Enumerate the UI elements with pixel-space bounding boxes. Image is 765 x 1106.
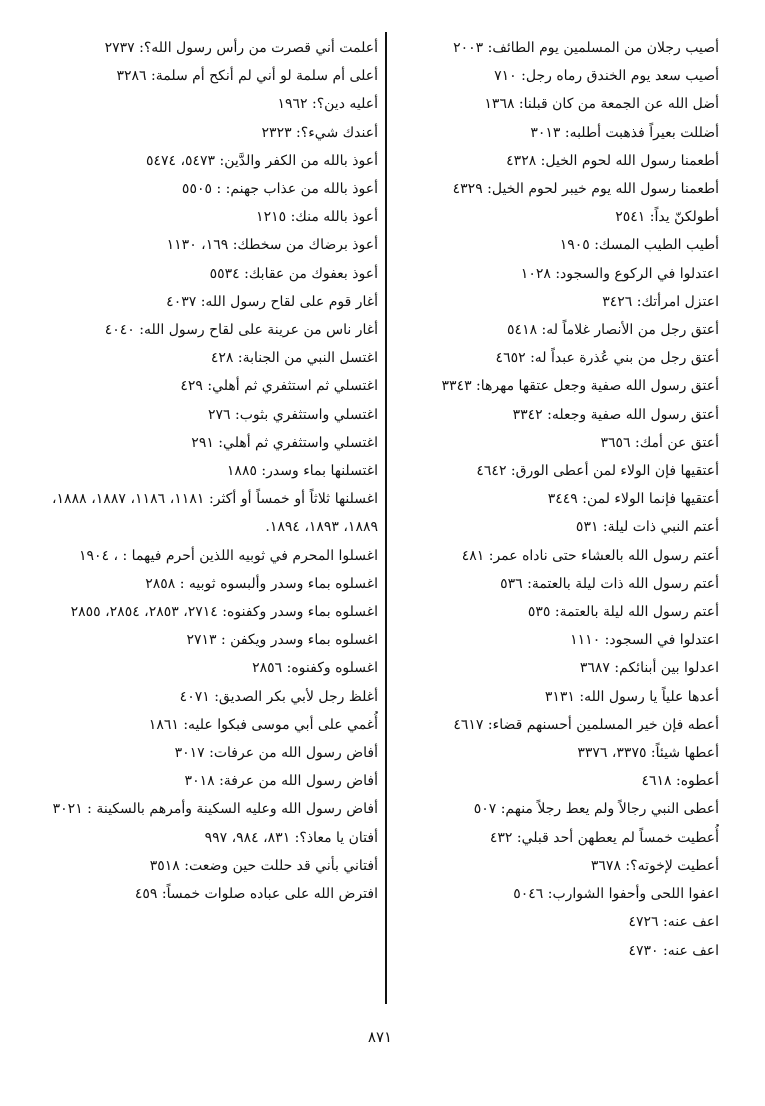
index-entry: أعتق رجل من بني عُذرة عبداً له: ٤٦٥٢ xyxy=(495,350,719,367)
index-entry: أغار ناس من عرينة على لقاح رسول الله: ٤٠٤٠ xyxy=(104,322,378,339)
index-entry: اغتسلي واستثفري بثوب: ٢٧٦ xyxy=(208,406,378,423)
index-entry: أضل الله عن الجمعة من كان قبلنا: ١٣٦٨ xyxy=(484,96,719,113)
index-entry: اغسلنها ثلاثاً أو خمساً أو أكثر: ١١٨١، ١١٨٦، ١٨٨٧، ١٨٨٨، ١٨٨٩، ١٨٩٣، ١٨٩٤. xyxy=(52,491,378,536)
index-entry: أغار قوم على لقاح رسول الله: ٤٠٣٧ xyxy=(166,293,378,310)
index-entry: أعليه دين؟: ١٩٦٢ xyxy=(277,96,378,113)
index-entry: أعطيت لإخوته؟: ٣٦٧٨ xyxy=(590,857,719,874)
index-entry: أفاض رسول الله من عرفة: ٣٠١٨ xyxy=(184,773,378,790)
index-entry: اعف عنه: ٤٧٣٠ xyxy=(628,942,719,959)
index-entry: اغتسل النبي من الجنابة: ٤٢٨ xyxy=(210,350,378,367)
index-entry: أعتم رسول الله ذات ليلة بالعتمة: ٥٣٦ xyxy=(500,575,719,592)
index-entry: أعوذ برضاك من سخطك: ١٦٩، ١١٣٠ xyxy=(166,237,378,254)
index-entry: اغسلوه بماء وسدر وألبسوه ثوبيه : ٢٨٥٨ xyxy=(145,575,378,592)
index-entry: اغتسلنها بماء وسدر: ١٨٨٥ xyxy=(226,463,378,480)
index-entry: أعتم رسول الله ليلة بالعتمة: ٥٣٥ xyxy=(527,604,719,621)
right-column xyxy=(393,34,719,965)
index-entry: أعطى النبي رجالاً ولم يعط رجلاً منهم: ٥٠٧ xyxy=(473,801,719,818)
index-entry: اعتزل امرأتك: ٣٤٢٦ xyxy=(602,293,719,310)
index-entry: أضللت بعيراً فذهبت أطلبه: ٣٠١٣ xyxy=(530,124,719,141)
index-entry: أعتق عن أمك: ٣٦٥٦ xyxy=(600,434,719,451)
index-entry: أطعمنا رسول الله يوم خيبر لحوم الخيل: ٤٣٢٩ xyxy=(452,181,719,198)
page-number: ٨٧١ xyxy=(367,1028,393,1046)
index-entry: أعتقيها فإن الولاء لمن أعطى الورق: ٤٦٤٢ xyxy=(476,463,719,480)
index-entry: أعندك شيء؟: ٢٣٢٣ xyxy=(261,124,378,141)
index-entry: أعتم النبي ذات ليلة: ٥٣١ xyxy=(575,519,719,536)
index-entry: اعتدلوا في السجود: ١١١٠ xyxy=(570,632,719,649)
index-entry: أغلظ رجل لأبي بكر الصديق: ٤٠٧١ xyxy=(179,688,378,705)
column-divider xyxy=(385,32,387,1004)
index-entry: أطولكنّ يداً: ٢٥٤١ xyxy=(615,209,719,226)
index-entry: اغتسلي ثم استثفري ثم أهلي: ٤٢٩ xyxy=(180,378,378,395)
index-entry: اغتسلي واستثفري ثم أهلي: ٢٩١ xyxy=(191,434,378,451)
index-entry: أصيب سعد يوم الخندق رماه رجل: ٧١٠ xyxy=(494,68,719,85)
index-entry: اغسلوا المحرم في ثوبيه اللذين أحرم فيهما : ، ١٩٠٤ xyxy=(79,547,378,564)
index-entry: اعدلوا بين أبنائكم: ٣٦٨٧ xyxy=(579,660,719,677)
index-entry: أفاض رسول الله من عرفات: ٣٠١٧ xyxy=(174,745,378,762)
index-entry: اغسلوه بماء وسدر ويكفن : ٢٧١٣ xyxy=(186,632,378,649)
index-entry: أصيب رجلان من المسلمين يوم الطائف: ٢٠٠٣ xyxy=(453,40,719,56)
index-entry: أعدها علياً يا رسول الله: ٣١٣١ xyxy=(544,688,719,705)
index-entry: أعلمت أني قصرت من رأس رسول الله؟: ٢٧٣٧ xyxy=(104,40,378,56)
index-entry: أعتقيها فإنما الولاء لمن: ٣٤٤٩ xyxy=(547,491,719,508)
left-column xyxy=(52,34,378,908)
index-entry: أُعطيت خمساً لم يعطهن أحد قبلي: ٤٣٢ xyxy=(489,829,719,846)
index-entry: أعتق رسول الله صفية وجعله: ٣٣٤٢ xyxy=(512,406,719,423)
index-entry: اعتدلوا في الركوع والسجود: ١٠٢٨ xyxy=(520,265,719,282)
index-entry: أطعمنا رسول الله لحوم الخيل: ٤٣٢٨ xyxy=(506,152,719,169)
index-entry: اغسلوه بماء وسدر وكفنوه: ٢٧١٤، ٢٨٥٣، ٢٨٥٤، ٢٨٥٥ xyxy=(70,604,378,621)
index-entry: أعتق رجل من الأنصار غلاماً له: ٥٤١٨ xyxy=(507,322,719,339)
index-entry: أطيب الطيب المسك: ١٩٠٥ xyxy=(559,237,719,254)
index-entry: أفاض رسول الله وعليه السكينة وأمرهم بالسكينة : ٣٠٢١ xyxy=(52,801,378,818)
index-entry: أعوذ بعفوك من عقابك: ٥٥٣٤ xyxy=(209,265,378,282)
index-entry: اعف عنه: ٤٧٢٦ xyxy=(628,914,719,931)
index-entry: افترض الله على عباده صلوات خمساً: ٤٥٩ xyxy=(134,886,378,903)
index-entry: أعوذ بالله منك: ١٢١٥ xyxy=(256,209,378,226)
index-entry: أعتق رسول الله صفية وجعل عتقها مهرها: ٣٣٤٣ xyxy=(441,378,719,395)
index-entry: اعفوا اللحى وأحفوا الشوارب: ٥٠٤٦ xyxy=(513,886,719,903)
index-entry: أفتان يا معاذ؟: ٨٣١، ٩٨٤، ٩٩٧ xyxy=(204,829,378,846)
index-entry: أفتاني بأني قد حللت حين وضعت: ٣٥١٨ xyxy=(149,857,378,874)
index-entry: أعتم رسول الله بالعشاء حتى ناداه عمر: ٤٨١ xyxy=(461,547,719,564)
index-entry: اغسلوه وكفنوه: ٢٨٥٦ xyxy=(252,660,378,677)
index-entry: أعوذ بالله من عذاب جهنم: : ٥٥٠٥ xyxy=(181,181,378,198)
index-entry: أُغمي على أبي موسى فبكوا عليه: ١٨٦١ xyxy=(148,716,378,733)
index-entry: أعطه فإن خير المسلمين أحسنهم قضاء: ٤٦١٧ xyxy=(453,716,719,733)
index-entry: أعطوه: ٤٦١٨ xyxy=(641,773,719,790)
index-entry: أعلى أم سلمة لو أني لم أنكح أم سلمة: ٣٢٨٦ xyxy=(116,68,378,85)
index-entry: أعطها شيئاً: ٣٣٧٥، ٣٣٧٦ xyxy=(577,745,719,762)
index-entry: أعوذ بالله من الكفر والدَّين: ٥٤٧٣، ٥٤٧٤ xyxy=(145,152,378,169)
